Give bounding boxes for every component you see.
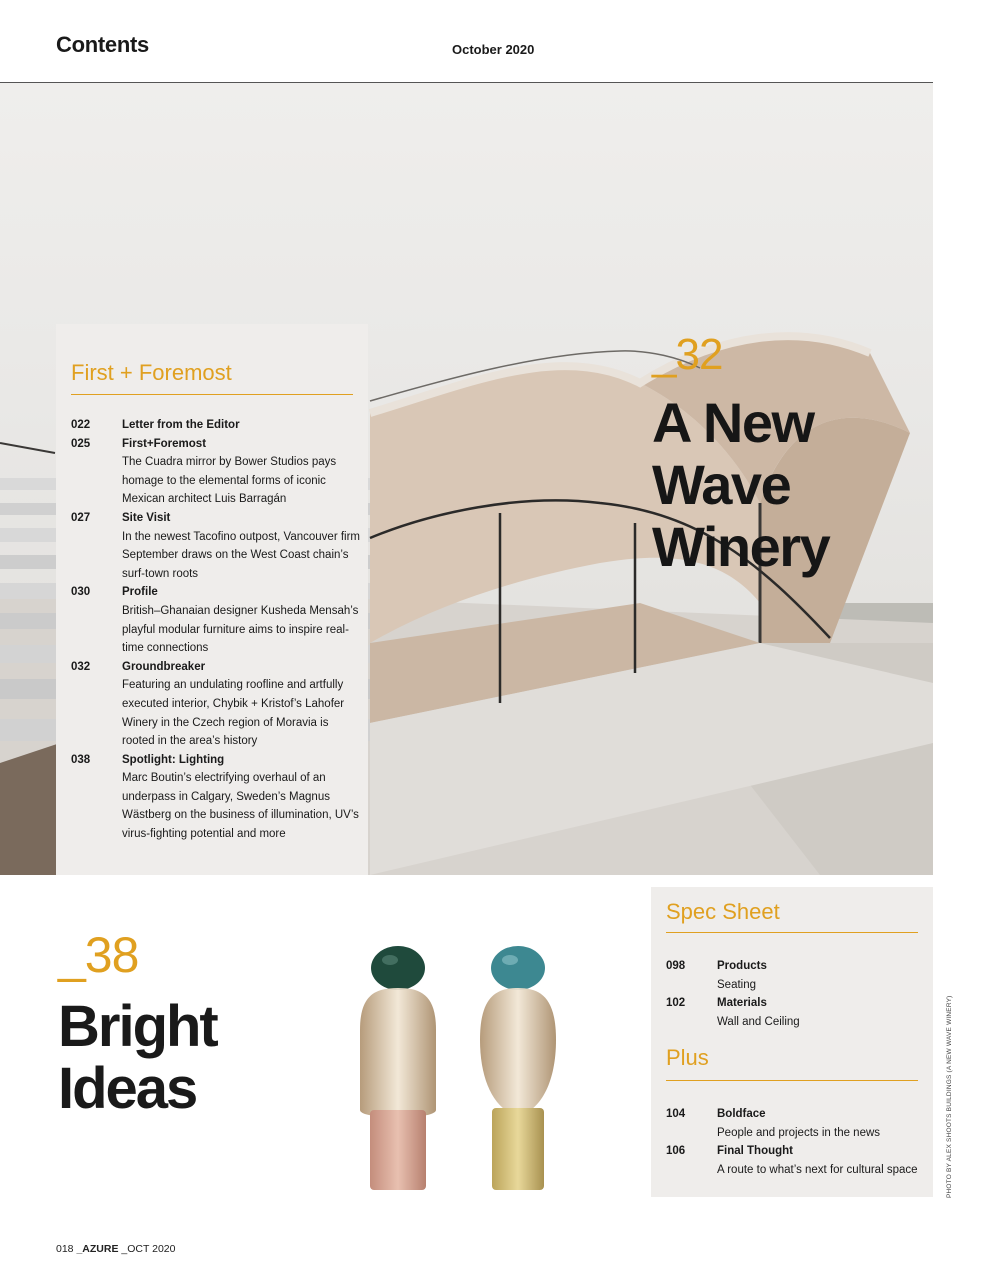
footer-issue: _OCT 2020: [121, 1243, 176, 1255]
lamps-illustration: [330, 940, 590, 1200]
toc-title: Spotlight: Lighting: [122, 753, 225, 766]
lamp-copper: [360, 946, 436, 1190]
plus-list: [666, 1105, 928, 1179]
toc-item[interactable]: [71, 435, 361, 509]
toc-page: 030: [71, 586, 91, 599]
feature-page-number: _32: [652, 330, 723, 379]
toc-title: First+Foremost: [122, 437, 207, 450]
toc-item[interactable]: [666, 957, 928, 994]
toc-desc: Seating: [717, 978, 757, 991]
toc-page: 104: [666, 1108, 686, 1120]
toc-desc: Marc Boutin’s electrifying overhaul of an underpass in Calgary, Sweden’s Magnus Wästberg on the business of illumination, UV’s virus-fighting potential and more: [122, 772, 359, 841]
toc-item[interactable]: [71, 751, 361, 844]
toc-item[interactable]: [666, 1142, 928, 1179]
first-foremost-list: [71, 416, 361, 844]
page-title: Contents: [56, 32, 149, 57]
toc-page: 106: [666, 1145, 686, 1158]
footer-page-number: 018: [56, 1243, 74, 1255]
toc-title: Materials: [717, 997, 767, 1010]
toc-title: Letter from the Editor: [122, 419, 240, 431]
toc-title: Products: [717, 960, 767, 972]
toc-desc: People and projects in the news: [717, 1126, 881, 1139]
toc-desc: The Cuadra mirror by Bower Studios pays homage to the elemental forms of iconic Mexican architect Luis Barragán: [122, 456, 337, 506]
toc-page: 022: [71, 419, 91, 431]
toc-item[interactable]: [71, 416, 361, 435]
toc-item[interactable]: [666, 994, 928, 1031]
toc-page: 038: [71, 753, 91, 766]
toc-item[interactable]: [71, 658, 361, 751]
spec-sheet-panel: [651, 887, 933, 1197]
first-foremost-panel: [56, 324, 368, 875]
toc-title: Site Visit: [122, 511, 171, 524]
feature-title: A New Wave Winery: [652, 391, 830, 578]
toc-item[interactable]: [71, 583, 361, 657]
first-foremost-rule: [71, 394, 353, 395]
toc-title: Boldface: [717, 1108, 766, 1120]
toc-desc: Featuring an undulating roofline and artfully executed interior, Chybik + Kristof’s Lahofer Winery in the Czech region of Moravia is rooted in the area’s history: [122, 679, 345, 748]
toc-item[interactable]: [666, 1105, 928, 1142]
toc-page: 032: [71, 660, 91, 673]
toc-title: Profile: [122, 586, 158, 599]
spec-sheet-heading: Spec Sheet: [666, 899, 780, 924]
bright-ideas-page-number: _38: [58, 927, 139, 983]
toc-desc: Wall and Ceiling: [717, 1015, 800, 1028]
page-footer: [56, 1243, 175, 1255]
toc-item[interactable]: [71, 509, 361, 583]
lamps-image: [330, 940, 590, 1205]
toc-page: 102: [666, 997, 686, 1010]
toc-page: 098: [666, 960, 686, 972]
bright-ideas-title: Bright Ideas: [58, 994, 217, 1121]
toc-desc: A route to what’s next for cultural space: [717, 1163, 918, 1176]
issue-date: October 2020: [452, 42, 535, 57]
first-foremost-heading: First + Foremost: [71, 360, 232, 385]
plus-heading: Plus: [666, 1045, 709, 1070]
spec-sheet-list: [666, 957, 928, 1031]
toc-title: Groundbreaker: [122, 660, 206, 673]
toc-desc: In the newest Tacofino outpost, Vancouver firm September draws on the West Coast chain’s surf-town roots: [122, 530, 361, 580]
toc-page: 027: [71, 511, 91, 524]
photo-credit: PHOTO BY ALEX SHOOTS BUILDINGS (A NEW WAVE WINERY): [946, 995, 953, 1198]
footer-brand: _AZURE: [76, 1243, 119, 1255]
toc-page: 025: [71, 437, 91, 450]
spec-sheet-rule: [666, 932, 918, 933]
plus-rule: [666, 1080, 918, 1081]
lamp-brass: [480, 946, 556, 1190]
toc-desc: British–Ghanaian designer Kusheda Mensah’s playful modular furniture aims to inspire real-time connections: [122, 604, 359, 655]
toc-title: Final Thought: [717, 1145, 794, 1158]
